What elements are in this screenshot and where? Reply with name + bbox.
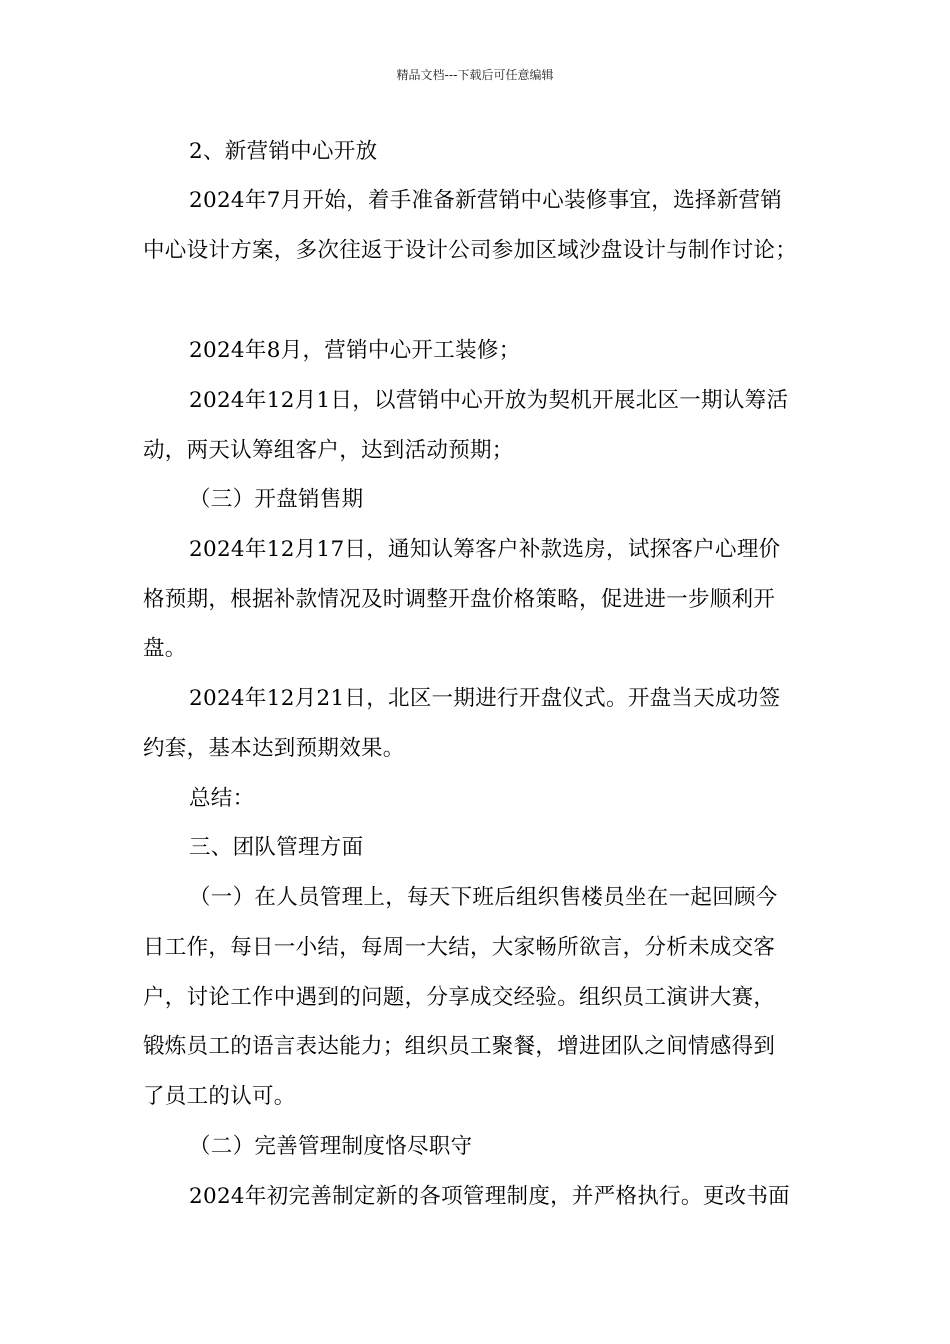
section-heading: 总结： xyxy=(189,786,255,811)
paragraph-line: 中心设计方案，多次往返于设计公司参加区域沙盘设计与制作讨论； xyxy=(143,238,798,263)
paragraph-line: 了员工的认可。 xyxy=(143,1084,296,1109)
paragraph-line: 锻炼员工的语言表达能力；组织员工聚餐，增进团队之间情感得到 xyxy=(143,1034,776,1059)
paragraph-line: 格预期，根据补款情况及时调整开盘价格策略，促进进一步顺利开 xyxy=(143,587,776,612)
paragraph-line: 2024年8月，营销中心开工装修； xyxy=(189,338,521,363)
section-heading: 2、新营销中心开放 xyxy=(189,139,378,164)
paragraph-line: 日工作，每日一小结，每周一大结，大家畅所欲言，分析未成交客 xyxy=(143,935,776,960)
paragraph-line: 盘。 xyxy=(143,636,187,661)
paragraph-line: 2024年12月21日，北区一期进行开盘仪式。开盘当天成功签 xyxy=(189,686,781,711)
paragraph-line: 2024年初完善制定新的各项管理制度，并严格执行。更改书面 xyxy=(189,1184,790,1209)
section-heading: 三、团队管理方面 xyxy=(189,835,364,860)
section-heading: （三）开盘销售期 xyxy=(189,487,364,512)
paragraph-line: （一）在人员管理上，每天下班后组织售楼员坐在一起回顾今 xyxy=(189,885,778,910)
paragraph-line: 约套，基本达到预期效果。 xyxy=(143,736,405,761)
page-header: 精品文档---下载后可任意编辑 xyxy=(396,68,554,82)
section-heading: （二）完善管理制度恪尽职守 xyxy=(189,1134,473,1159)
paragraph-line: 2024年7月开始，着手准备新营销中心装修事宜，选择新营销 xyxy=(189,188,783,213)
paragraph-line: 2024年12月17日，通知认筹客户补款选房，试探客户心理价 xyxy=(189,537,781,562)
paragraph-line: 户，讨论工作中遇到的问题，分享成交经验。组织员工演讲大赛， xyxy=(143,985,776,1010)
paragraph-line: 动，两天认筹组客户，达到活动预期； xyxy=(143,438,514,463)
paragraph-line: 2024年12月1日，以营销中心开放为契机开展北区一期认筹活 xyxy=(189,388,789,413)
